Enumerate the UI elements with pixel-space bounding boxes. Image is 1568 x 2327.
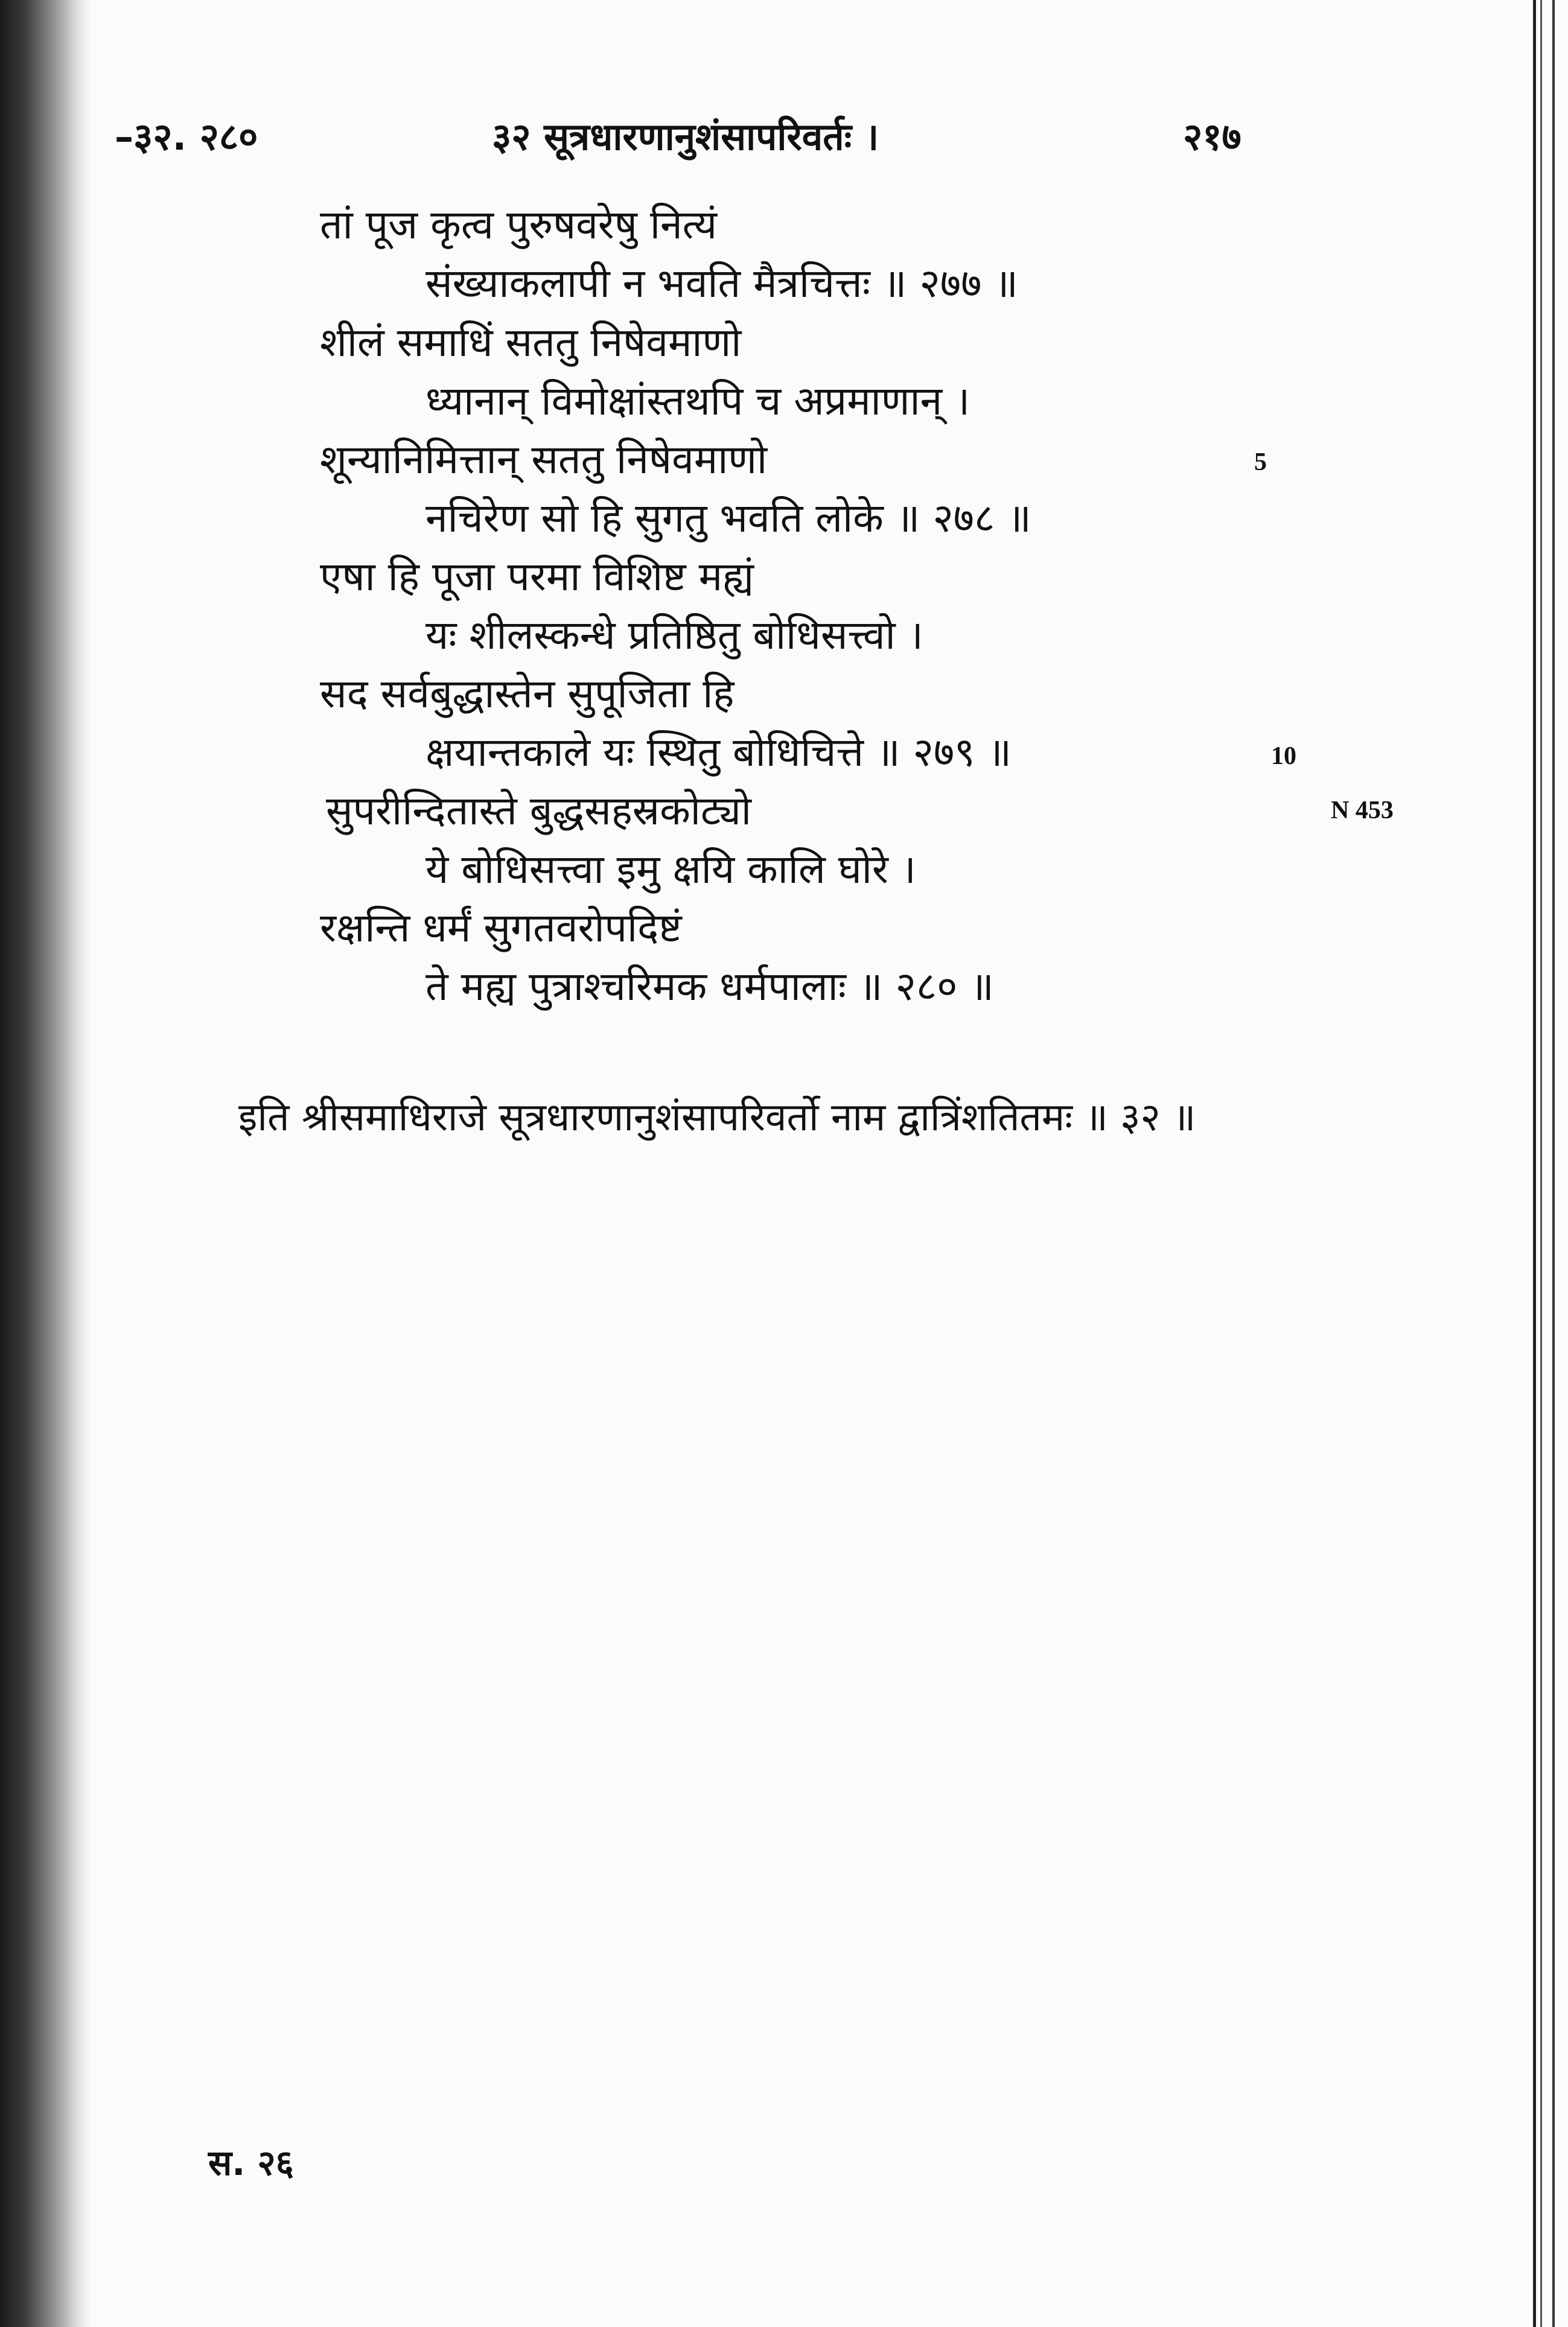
verse-line: क्षयान्तकाले यः स्थितु बोधिचित्ते ॥ २७९ ॥	[425, 729, 1012, 775]
chapter-colophon: इति श्रीसमाधिराजे सूत्रधारणानुशंसापरिवर्तो नाम द्वात्रिंशतितमः ॥ ३२ ॥	[238, 1095, 1196, 1140]
header-page-number: २१७	[1183, 115, 1241, 159]
verse-line: सुपरीन्दितास्ते बुद्धसहस्रकोट्यो	[326, 788, 751, 834]
binding-gutter-shadow	[0, 0, 91, 2327]
verse-line: रक्षन्ति धर्मं सुगतवरोपदिष्टं	[320, 905, 682, 951]
verse-line: ध्यानान् विमोक्षांस्तथपि च अप्रमाणान् ।	[425, 378, 970, 424]
margin-reference: N 453	[1331, 797, 1394, 824]
margin-line-number: 10	[1271, 742, 1296, 770]
verse-line: शीलं समाधिं सततु निषेवमाणो	[320, 319, 742, 366]
verse-line: सद सर्वबुद्धास्तेन सुपूजिता हि	[320, 670, 735, 717]
header-verse-range: –३२. २८०	[115, 115, 258, 159]
scan-edge-rule	[1533, 0, 1536, 2327]
header-chapter-title: ३२ सूत्रधारणानुशंसापरिवर्तः ।	[492, 115, 879, 159]
scan-edge-rule	[1552, 0, 1555, 2327]
verse-line: नचिरेण सो हि सुगतु भवति लोके ॥ २७८ ॥	[425, 495, 1031, 541]
verse-line: यः शीलस्कन्धे प्रतिष्ठितु बोधिसत्त्वो ।	[425, 612, 923, 658]
verse-line: एषा हि पूजा परमा विशिष्ट मह्यं	[320, 553, 754, 600]
verse-line: ये बोधिसत्त्वा इमु क्षयि कालि घोरे ।	[425, 846, 916, 893]
margin-line-number: 5	[1254, 448, 1267, 476]
verse-line: शून्यानिमित्तान् सततु निषेवमाणो	[320, 436, 768, 483]
verse-line: संख्याकलापी न भवति मैत्रचित्तः ॥ २७७ ॥	[425, 260, 1018, 307]
verse-line: ते मह्य पुत्राश्चरिमक धर्मपालाः ॥ २८० ॥	[425, 963, 994, 1010]
verse-line: तां पूज कृत्व पुरुषवरेषु नित्यं	[320, 202, 718, 248]
signature-mark: स. २६	[208, 2142, 294, 2183]
scan-edge-rule	[1540, 0, 1542, 2327]
